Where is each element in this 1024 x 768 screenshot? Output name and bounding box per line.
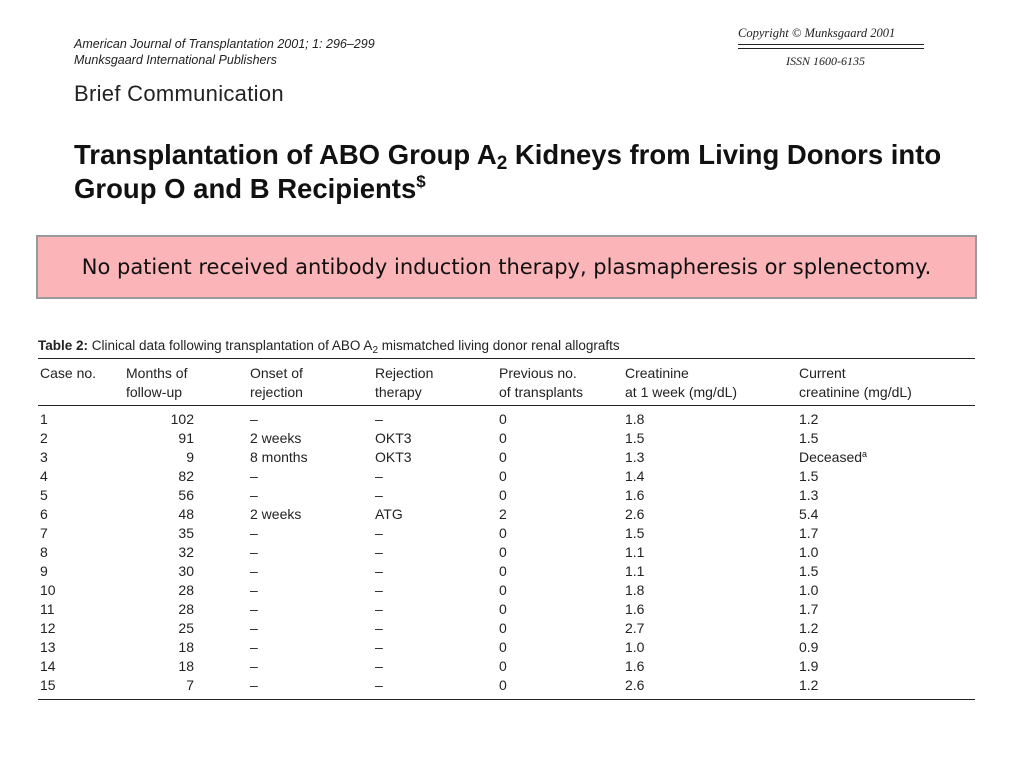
table-body	[38, 410, 975, 695]
paper-title	[74, 138, 974, 206]
table-cell	[799, 467, 818, 486]
table-cell	[250, 619, 258, 638]
table-cell	[625, 676, 644, 695]
copyright-notice: Copyright © Munksgaard 2001	[738, 26, 924, 45]
title-superscript: $	[416, 172, 426, 191]
table-cell	[375, 619, 383, 638]
table-cell	[375, 562, 383, 581]
table-cell	[40, 600, 55, 619]
table-cell-value: –	[375, 620, 383, 636]
table-cell	[375, 410, 383, 429]
table-cell-value: –	[250, 639, 258, 655]
table-cell-value: 25	[178, 620, 194, 636]
table-cell	[250, 638, 258, 657]
table-cell	[375, 505, 403, 524]
table-cell-value: 11	[40, 601, 55, 617]
table-cell-value: –	[250, 468, 258, 484]
table-cell	[625, 581, 644, 600]
table-cell-value: –	[250, 525, 258, 541]
table-cell	[375, 657, 383, 676]
table-cell	[499, 657, 507, 676]
callout-box	[36, 235, 977, 299]
table-cell-value: –	[250, 582, 258, 598]
table-cell	[40, 524, 48, 543]
table-cell	[250, 448, 308, 467]
table-caption-text: Clinical data following transplantation of ABO A	[88, 338, 373, 353]
table-cell	[625, 448, 644, 467]
table-cell	[625, 657, 644, 676]
table-cell-value: 91	[178, 430, 194, 446]
table-cell	[122, 619, 194, 638]
table-cell	[499, 543, 507, 562]
section-label: Brief Communication	[74, 81, 284, 106]
table-cell	[250, 581, 258, 600]
table-caption-label: Table 2:	[38, 338, 89, 353]
table-cell	[122, 410, 194, 429]
table-cell	[625, 638, 644, 657]
table-cell-value: 1.1	[625, 544, 645, 560]
table-cell	[122, 562, 194, 581]
table-cell-value: 1.0	[799, 582, 819, 598]
table-cell	[375, 600, 383, 619]
table-row	[38, 448, 975, 467]
table-cell-value: –	[375, 601, 383, 617]
table-cell-value: 1	[40, 411, 48, 427]
table-cell-value: 2.6	[625, 677, 645, 693]
table-cell-value: OKT3	[375, 449, 412, 465]
table-cell	[799, 524, 818, 543]
table-cell-value: 1.8	[625, 411, 645, 427]
table-cell	[40, 410, 48, 429]
table-row	[38, 429, 975, 448]
table-cell-value: 0	[499, 544, 507, 560]
table-cell-value: 2 weeks	[250, 430, 302, 446]
table-cell-value: 1.7	[799, 525, 819, 541]
table-row	[38, 657, 975, 676]
table-cell	[499, 619, 507, 638]
table-cell	[799, 638, 818, 657]
table-cell-value: 0	[499, 620, 507, 636]
footnote-marker: a	[862, 449, 868, 459]
table-row	[38, 600, 975, 619]
table-cell	[625, 619, 644, 638]
table-cell-value: 2 weeks	[250, 506, 302, 522]
table-cell-value: 0	[499, 563, 507, 579]
table-cell-value: –	[250, 658, 258, 674]
table-cell-value: 0	[499, 658, 507, 674]
table-cell-value: 18	[178, 658, 194, 674]
table-cell	[799, 543, 818, 562]
table-cell	[40, 619, 56, 638]
table-row	[38, 486, 975, 505]
table-cell-value: 8	[40, 544, 48, 560]
table-cell	[375, 524, 383, 543]
table-cell	[499, 410, 507, 429]
table-cell-value: 1.2	[799, 620, 819, 636]
table-cell	[40, 581, 56, 600]
table-cell-value: 1.2	[799, 411, 819, 427]
table-cell-value: 1.6	[625, 601, 645, 617]
table-cell	[625, 524, 644, 543]
table-cell	[499, 676, 507, 695]
table-cell-value: 48	[178, 506, 194, 522]
table-cell-value: 1.0	[625, 639, 645, 655]
table-cell	[799, 486, 818, 505]
table-cell-value: –	[250, 563, 258, 579]
table-row	[38, 524, 975, 543]
table-cell	[250, 562, 258, 581]
table-cell-value: 1.3	[625, 449, 645, 465]
table-cell	[625, 486, 644, 505]
column-header-previous-transplants: Previous no. of transplants	[499, 365, 584, 400]
title-part2: Kidneys from Living Donors into Group O and B Recipients	[74, 139, 942, 204]
table-cell-value: –	[250, 620, 258, 636]
table-cell-value: 1.5	[799, 563, 819, 579]
table-cell-value: 5.4	[799, 506, 819, 522]
table-cell	[625, 543, 644, 562]
table-cell-value: 1.9	[799, 658, 819, 674]
table-cell-value: 2	[499, 506, 507, 522]
table-cell	[122, 505, 194, 524]
table-caption-subscript: 2	[372, 345, 378, 356]
title-subscript: 2	[496, 153, 508, 174]
copyright-block	[738, 26, 924, 69]
table-cell	[250, 524, 258, 543]
table-cell	[250, 657, 258, 676]
journal-citation-line2: Munksgaard International Publishers	[74, 53, 277, 67]
table-cell	[40, 486, 48, 505]
table-cell	[499, 581, 507, 600]
table-cell	[122, 657, 194, 676]
table-cell-value: 10	[40, 582, 56, 598]
table-cell	[40, 448, 48, 467]
table-cell-value: 1.5	[625, 525, 645, 541]
table-cell-value: 6	[40, 506, 48, 522]
table-cell	[499, 562, 507, 581]
table-cell	[625, 429, 644, 448]
table-cell	[40, 543, 48, 562]
journal-citation	[74, 36, 375, 68]
table-cell	[625, 600, 644, 619]
table-header-rule	[38, 405, 975, 406]
table-cell-value: 0	[499, 430, 507, 446]
table-cell-value: 0	[499, 582, 507, 598]
table-cell-value: 1.8	[625, 582, 645, 598]
table-cell	[40, 562, 48, 581]
table-cell-value: –	[375, 468, 383, 484]
table-cell-value: –	[375, 658, 383, 674]
table-cell-value: 0	[499, 468, 507, 484]
table-cell	[499, 429, 507, 448]
table-cell	[122, 429, 194, 448]
table-cell	[799, 429, 818, 448]
table-cell	[499, 448, 507, 467]
table-cell	[499, 467, 507, 486]
table-cell-value: Deceased	[799, 449, 863, 465]
table-cell	[250, 429, 301, 448]
table-cell-value: 9	[40, 563, 48, 579]
column-header-current-creatinine: Current creatinine (mg/dL)	[799, 365, 912, 400]
table-cell	[122, 676, 194, 695]
table-cell	[40, 505, 48, 524]
table-cell	[799, 619, 818, 638]
table-cell	[799, 562, 818, 581]
table-cell-value: 0	[499, 601, 507, 617]
table-cell	[375, 448, 412, 467]
table-cell-value: 4	[40, 468, 48, 484]
table-cell	[122, 543, 194, 562]
table-cell	[40, 657, 56, 676]
column-header-rejection-onset: Onset of rejection	[250, 365, 303, 400]
table-cell-value: 14	[40, 658, 56, 674]
table-cell-value: 32	[178, 544, 194, 560]
table-cell-value: 7	[40, 525, 48, 541]
table-cell	[499, 524, 507, 543]
table-cell	[799, 410, 818, 429]
table-cell	[122, 448, 194, 467]
table-cell	[625, 410, 644, 429]
table-cell-value: 82	[178, 468, 194, 484]
table-cell-value: 0.9	[799, 639, 819, 655]
title-part1: Transplantation of ABO Group A	[74, 139, 497, 170]
table-cell	[499, 486, 507, 505]
table-cell-value: 12	[40, 620, 56, 636]
table-cell-value: 2	[40, 430, 48, 446]
table-cell-value: 1.5	[625, 430, 645, 446]
table-cell-value: 0	[499, 487, 507, 503]
table-cell	[375, 638, 383, 657]
table-cell-value: –	[250, 544, 258, 560]
callout-text: No patient received antibody induction therapy, plasmapheresis or splenectomy.	[81, 255, 932, 279]
table-cell	[40, 467, 48, 486]
column-header-rejection-therapy: Rejection therapy	[375, 365, 434, 400]
table-cell	[122, 638, 194, 657]
table-cell-value: –	[375, 582, 383, 598]
table-cell-value: –	[375, 677, 383, 693]
table-cell	[799, 448, 867, 467]
table-row	[38, 562, 975, 581]
table-cell-value: 28	[178, 601, 194, 617]
table-cell	[375, 543, 383, 562]
table-cell-value: 5	[40, 487, 48, 503]
column-header-followup: Months of follow-up	[126, 365, 188, 400]
table-cell	[625, 505, 644, 524]
table-cell-value: 18	[178, 639, 194, 655]
table-cell	[250, 676, 258, 695]
table-top-rule	[38, 358, 975, 359]
table-cell	[250, 505, 301, 524]
table-cell	[499, 505, 507, 524]
issn-number: ISSN 1600-6135	[738, 48, 924, 69]
table-cell-value: 7	[186, 677, 194, 693]
table-cell-value: 3	[40, 449, 48, 465]
table-cell-value: 1.2	[799, 677, 819, 693]
table-cell	[799, 676, 818, 695]
table-cell	[122, 524, 194, 543]
table-row	[38, 619, 975, 638]
table-cell-value: 2.6	[625, 506, 645, 522]
table-cell	[122, 600, 194, 619]
table-cell	[375, 581, 383, 600]
table-cell-value: 8 months	[250, 449, 308, 465]
table-cell	[799, 505, 818, 524]
table-cell	[250, 467, 258, 486]
column-header-creatinine-1week: Creatinine at 1 week (mg/dL)	[625, 365, 738, 400]
table-cell-value: 56	[178, 487, 194, 503]
table-cell-value: 35	[178, 525, 194, 541]
table-cell-value: 1.0	[799, 544, 819, 560]
table-bottom-rule	[38, 699, 975, 700]
table-cell	[799, 581, 818, 600]
table-cell-value: 15	[40, 677, 56, 693]
table-cell	[250, 486, 258, 505]
table-cell-value: OKT3	[375, 430, 412, 446]
table-cell-value: 1.3	[799, 487, 819, 503]
table-cell	[375, 676, 383, 695]
table-caption	[38, 338, 620, 356]
table-cell-value: 1.5	[799, 468, 819, 484]
table-cell-value: 0	[499, 639, 507, 655]
table-cell	[499, 638, 507, 657]
table-cell	[122, 467, 194, 486]
table-cell	[40, 638, 56, 657]
table-cell	[375, 429, 412, 448]
table-cell	[40, 676, 56, 695]
table-cell-value: 1.5	[799, 430, 819, 446]
table-cell	[250, 410, 258, 429]
table-cell-value: –	[375, 411, 383, 427]
table-cell	[625, 467, 644, 486]
table-cell-value: 28	[178, 582, 194, 598]
table-cell-value: 1.4	[625, 468, 645, 484]
journal-citation-line1: American Journal of Transplantation 2001; 1: 296–299	[74, 37, 375, 51]
table-cell-value: ATG	[375, 506, 403, 522]
table-cell	[499, 600, 507, 619]
table-cell	[375, 486, 383, 505]
table-row	[38, 638, 975, 657]
table-cell-value: 1.7	[799, 601, 819, 617]
table-cell	[122, 581, 194, 600]
table-cell-value: –	[375, 487, 383, 503]
table-cell	[799, 657, 818, 676]
table-cell	[799, 600, 818, 619]
table-cell-value: –	[250, 601, 258, 617]
table-row	[38, 581, 975, 600]
table-cell-value: 9	[186, 449, 194, 465]
table-cell-value: 2.7	[625, 620, 645, 636]
table-cell	[375, 467, 383, 486]
table-caption-tail: mismatched living donor renal allografts	[378, 338, 620, 353]
table-cell-value: 1.1	[625, 563, 645, 579]
table-row	[38, 676, 975, 695]
table-cell-value: –	[375, 544, 383, 560]
table-cell	[40, 429, 48, 448]
table-cell-value: 102	[170, 411, 194, 427]
table-row	[38, 505, 975, 524]
table-cell	[122, 486, 194, 505]
table-cell-value: –	[250, 487, 258, 503]
table-cell-value: 0	[499, 449, 507, 465]
column-header-case: Case no.	[40, 365, 97, 381]
table-cell	[625, 562, 644, 581]
table-cell-value: –	[375, 639, 383, 655]
table-cell-value: 1.6	[625, 487, 645, 503]
table-cell-value: 0	[499, 525, 507, 541]
table-cell-value: 30	[178, 563, 194, 579]
table-cell-value: –	[375, 563, 383, 579]
table-cell-value: 13	[40, 639, 56, 655]
table-cell-value: –	[375, 525, 383, 541]
table-cell-value: 0	[499, 411, 507, 427]
table-cell-value: 1.6	[625, 658, 645, 674]
table-cell	[250, 600, 258, 619]
table-row	[38, 410, 975, 429]
table-cell-value: –	[250, 677, 258, 693]
table-row	[38, 543, 975, 562]
table-cell-value: 0	[499, 677, 507, 693]
table-cell-value: –	[250, 411, 258, 427]
table-row	[38, 467, 975, 486]
table-cell	[250, 543, 258, 562]
